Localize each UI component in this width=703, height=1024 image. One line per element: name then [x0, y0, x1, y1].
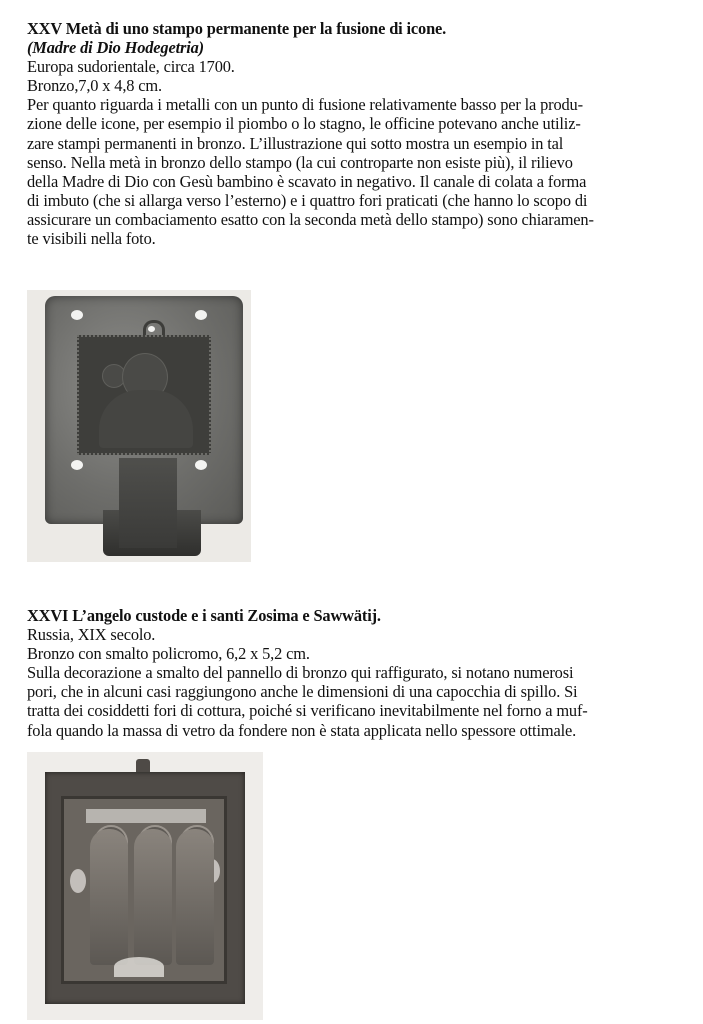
description-line: di imbuto (che si allarga verso l’esterno) e i quattro fori praticati (che hanno lo scopo di [27, 190, 588, 210]
icon-panel [61, 796, 227, 984]
alignment-hole [195, 460, 207, 470]
catalog-entry-xxv [27, 19, 697, 248]
alignment-hole [195, 310, 207, 320]
description-line: pori, che in alcuni casi raggiungono anche le dimensioni di una capocchia di spillo. Si [27, 682, 578, 702]
alignment-hole [71, 310, 83, 320]
description-line: Sulla decorazione a smalto del pannello di bronzo qui raffigurato, si notano numerosi [27, 663, 574, 683]
catalog-entry-xxvi [27, 606, 697, 740]
enamel-inscription-band [86, 809, 206, 823]
description-line: senso. Nella metà in bronzo dello stampo (la cui controparte non esiste più), il rilievo [27, 152, 573, 172]
description-line: te visibili nella foto. [27, 229, 156, 249]
icon-suspension-loop [136, 759, 150, 773]
photo-enamel-icon [27, 752, 263, 1020]
description-line: Per quanto riguarda i metalli con un punto di fusione relativamente basso per la produ- [27, 95, 583, 115]
enamel-ground [114, 957, 164, 977]
loop-hole [148, 326, 155, 332]
entry-title: XXV Metà di uno stampo permanente per la fusione di icone. [27, 19, 447, 38]
alignment-hole [71, 460, 83, 470]
entry-material: Bronzo,7,0 x 4,8 cm. [27, 76, 162, 96]
entry-title: XXVI L’angelo custode e i santi Zosima e Sawwätij. [27, 606, 381, 625]
madonna-figure [99, 390, 193, 448]
description-line: fola quando la massa di vetro da fondere non è stata applicata nello spessore ottimale. [27, 720, 577, 740]
guardian-angel-figure [90, 829, 128, 965]
entry-description [27, 663, 697, 739]
mould-funnel-channel [119, 458, 177, 548]
entry-subtitle: (Madre di Dio Hodegetria) [27, 38, 204, 58]
entry-description [27, 95, 697, 248]
description-line: della Madre di Dio con Gesù bambino è scavato in negativo. Il canale di colata a forma [27, 171, 587, 191]
enamel-area [70, 869, 86, 893]
description-line: zare stampi permanenti in bronzo. L’illustrazione qui sotto mostra un esempio in tal [27, 133, 564, 153]
entry-material: Bronzo con smalto policromo, 6,2 x 5,2 cm. [27, 644, 310, 664]
description-line: assicurare un combaciamento esatto con la seconda metà dello stampo) sono chiaramen- [27, 209, 594, 229]
description-line: zione delle icone, per esempio il piombo o lo stagno, le officine potevano anche utiliz- [27, 114, 581, 134]
entry-origin: Russia, XIX secolo. [27, 625, 156, 645]
description-line: tratta dei cosiddetti fori di cottura, poiché si verificano inevitabilmente nel forno a muf- [27, 701, 588, 721]
saint-sawwatij-figure [176, 829, 214, 965]
saint-zosima-figure [134, 829, 172, 965]
icon-frame [45, 772, 245, 1004]
entry-origin: Europa sudorientale, circa 1700. [27, 57, 235, 77]
photo-bronze-mould [27, 290, 251, 562]
